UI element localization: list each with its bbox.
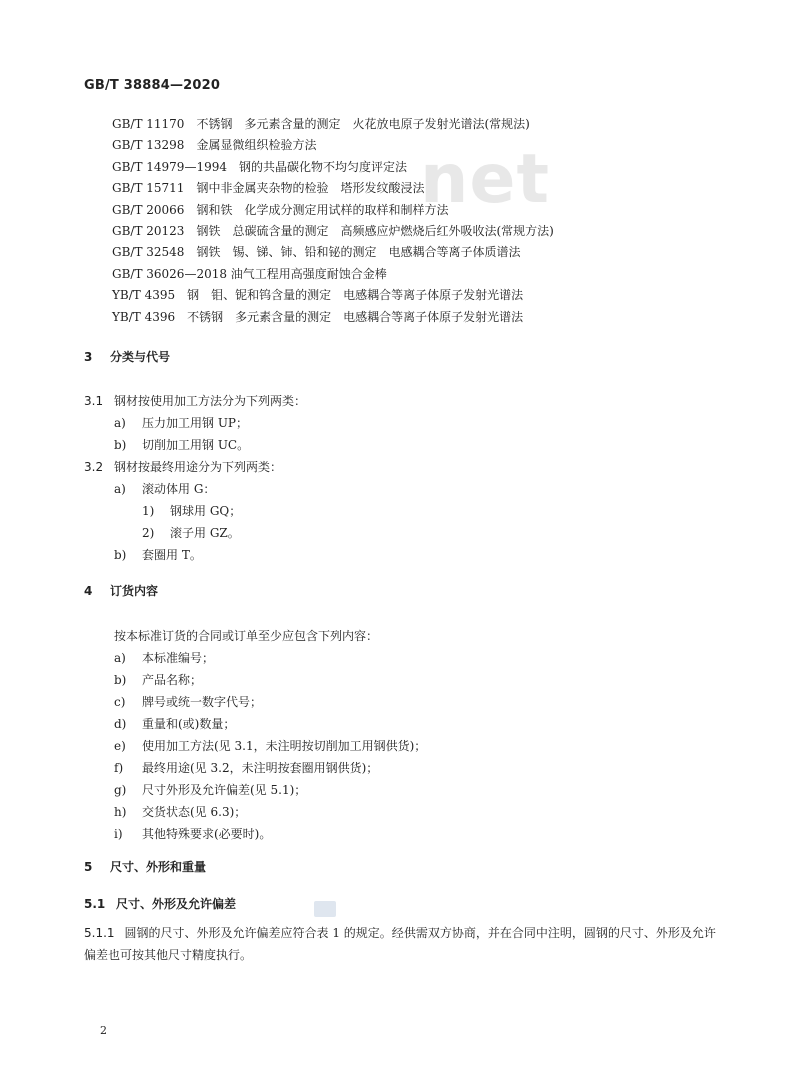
page-number: 2: [100, 1024, 107, 1037]
list-text: 切削加工用钢 UC。: [142, 438, 250, 452]
list-marker: c): [114, 695, 126, 709]
clause-text: 圆钢的尺寸、外形及允许偏差应符合表 1 的规定。经供需双方协商，并在合同中注明，圆钢的尺寸、外形及允许偏差也可按其他尺寸精度执行。: [84, 926, 716, 962]
section-title: 订货内容: [110, 584, 159, 598]
clause-5-1-1: [84, 922, 716, 966]
list-item: [114, 693, 262, 710]
list-item: [114, 414, 248, 431]
clause-number: 3.1: [84, 394, 104, 408]
section-heading-5: [84, 858, 206, 875]
clause-3-1: [84, 392, 306, 409]
list-text: 滚子用 GZ。: [170, 526, 240, 540]
list-item: [114, 649, 214, 666]
list-item: [114, 737, 426, 754]
list-marker: f): [114, 761, 124, 775]
reference-item: YB/T 4395 钢 钼、铌和钨含量的测定 电感耦合等离子体原子发射光谱法: [112, 288, 524, 303]
list-text: 钢球用 GQ；: [170, 504, 242, 518]
list-text: 其他特殊要求(必要时)。: [142, 827, 272, 841]
list-item: [114, 715, 235, 732]
section-number: 5: [84, 860, 93, 874]
section-heading-3: [84, 348, 170, 365]
section-intro: 按本标准订货的合同或订单至少应包含下列内容：: [114, 629, 379, 643]
list-marker: g): [114, 783, 127, 797]
section-number: 3: [84, 350, 93, 364]
list-item: [114, 436, 249, 453]
section-heading-4: [84, 582, 158, 599]
clause-3-2: [84, 458, 282, 475]
list-item: [114, 759, 378, 776]
normative-references-list: [112, 114, 554, 328]
reference-item: GB/T 32548 钢铁 锡、锑、铈、铅和铋的测定 电感耦合等离子体质谱法: [112, 245, 521, 260]
watermark: net: [420, 140, 551, 219]
list-marker: b): [114, 438, 127, 452]
list-text: 最终用途(见 3.2，未注明按套圈用钢供货)；: [142, 761, 379, 775]
reference-item: GB/T 36026—2018 油气工程用高强度耐蚀合金棒: [112, 266, 387, 281]
list-text: 尺寸外形及允许偏差(见 5.1)；: [142, 783, 307, 797]
list-text: 重量和(或)数量；: [142, 717, 236, 731]
clause-text: 钢材按最终用途分为下列两类：: [114, 460, 283, 474]
section-number: 4: [84, 584, 93, 598]
clause-number: 3.2: [84, 460, 104, 474]
list-text: 压力加工用钢 UP；: [142, 416, 249, 430]
list-marker: a): [114, 651, 126, 665]
list-marker: h): [114, 805, 127, 819]
list-marker: d): [114, 717, 127, 731]
sub-list-item: [142, 502, 241, 519]
section-title: 尺寸、外形及允许偏差: [116, 897, 237, 911]
subsection-heading-5-1: [84, 895, 236, 912]
reference-item: GB/T 20123 钢铁 总碳硫含量的测定 高频感应炉燃烧后红外吸收法(常规方法): [112, 223, 554, 238]
list-marker: b): [114, 673, 127, 687]
scan-stamp-mark: [314, 901, 336, 917]
list-item: [114, 781, 306, 798]
list-text: 交货状态(见 6.3)；: [142, 805, 247, 819]
list-marker: b): [114, 548, 127, 562]
list-marker: a): [114, 482, 126, 496]
list-marker: e): [114, 739, 126, 753]
list-text: 套圈用 T。: [142, 548, 202, 562]
section-number: 5.1: [84, 897, 106, 911]
clause-text: 钢材按使用加工方法分为下列两类：: [114, 394, 307, 408]
list-marker: 1): [142, 504, 155, 518]
list-marker: i): [114, 827, 123, 841]
clause-number: 5.1.1: [84, 926, 115, 940]
list-item: [114, 803, 246, 820]
reference-item: YB/T 4396 不锈钢 多元素含量的测定 电感耦合等离子体原子发射光谱法: [112, 309, 524, 324]
list-text: 牌号或统一数字代号；: [142, 695, 263, 709]
standard-number-header: GB/T 38884—2020: [84, 78, 221, 93]
reference-item: GB/T 15711 钢中非金属夹杂物的检验 塔形发纹酸浸法: [112, 181, 425, 196]
list-item: [114, 825, 271, 842]
list-marker: a): [114, 416, 126, 430]
reference-item: GB/T 20066 钢和铁 化学成分测定用试样的取样和制样方法: [112, 202, 449, 217]
reference-item: GB/T 14979—1994 钢的共晶碳化物不均匀度评定法: [112, 159, 407, 174]
list-text: 滚动体用 G：: [142, 482, 216, 496]
list-item: [114, 546, 202, 563]
list-text: 产品名称；: [142, 673, 203, 687]
section-title: 分类与代号: [110, 350, 171, 364]
sub-list-item: [142, 524, 240, 541]
list-item: [114, 671, 202, 688]
reference-item: GB/T 11170 不锈钢 多元素含量的测定 火花放电原子发射光谱法(常规法): [112, 117, 530, 131]
list-item: [114, 480, 215, 497]
list-text: 使用加工方法(见 3.1，未注明按切削加工用钢供货)；: [142, 739, 427, 753]
list-text: 本标准编号；: [142, 651, 215, 665]
section-title: 尺寸、外形和重量: [110, 860, 207, 874]
reference-item: GB/T 13298 金属显微组织检验方法: [112, 138, 317, 153]
list-marker: 2): [142, 526, 155, 540]
